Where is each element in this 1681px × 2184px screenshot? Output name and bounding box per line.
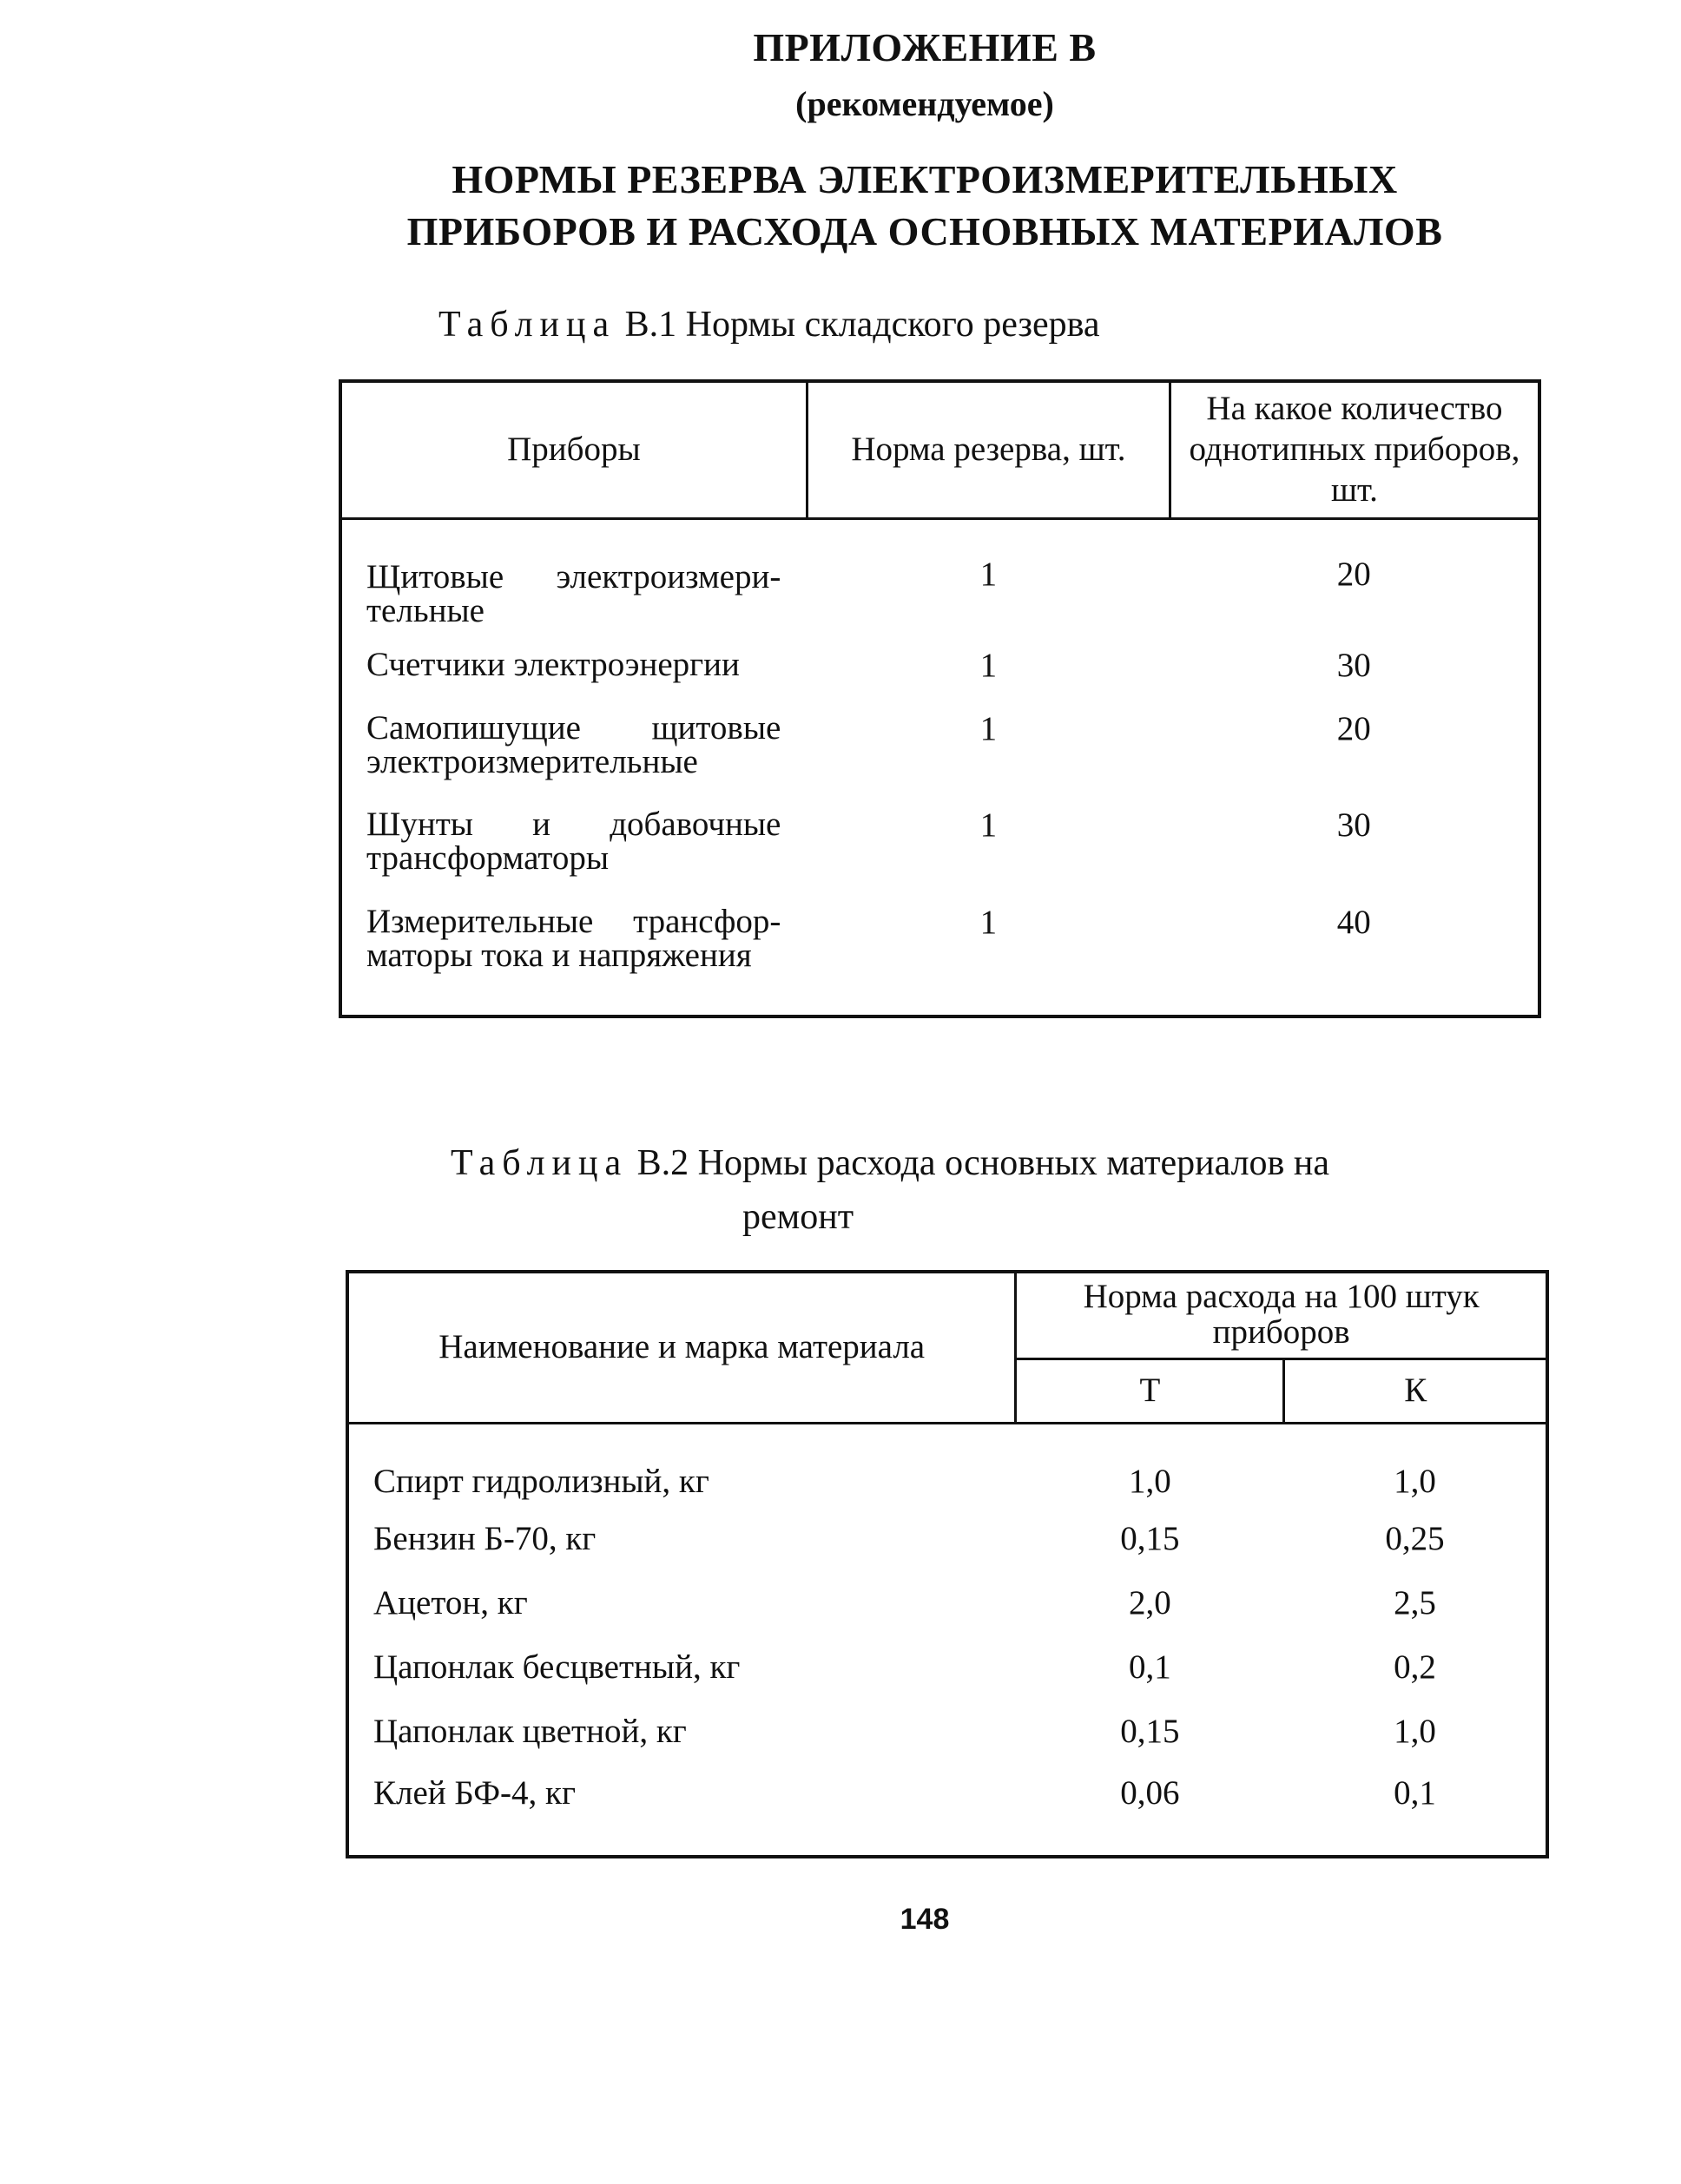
table2-material: Спирт гидролизный, кг (373, 1463, 709, 1500)
table1-device: Щитовые электроизмери- тельные (366, 557, 781, 629)
table2-value-k: 0,2 (1394, 1648, 1436, 1686)
table-row (347, 1699, 1547, 1763)
table1-count: 30 (1336, 646, 1371, 684)
table1-reserve: 1 (979, 903, 998, 941)
table2-caption (451, 1142, 1329, 1184)
table1-count: 20 (1336, 555, 1371, 593)
table2-header-k: К (1284, 1358, 1547, 1423)
table1-caption (438, 304, 1100, 345)
table2-material: Цапонлак цветной, кг (373, 1712, 687, 1750)
table2-caption-label: Таблица (451, 1143, 629, 1183)
table2-value-k: 2,5 (1394, 1583, 1436, 1622)
table2-material: Клей БФ-4, кг (373, 1774, 576, 1812)
page-title-line2: ПРИБОРОВ И РАСХОДА ОСНОВНЫХ МАТЕРИАЛОВ (406, 209, 1443, 253)
table-row (340, 628, 1539, 692)
table-reserve-norms (339, 379, 1541, 1018)
table-row (347, 1635, 1547, 1699)
table1-caption-label: Таблица (438, 305, 616, 345)
appendix-subtitle: (рекомендуемое) (795, 84, 1054, 123)
table-row (347, 1506, 1547, 1570)
table2-header-norm: Норма расхода на 100 штук приборов (1016, 1272, 1547, 1358)
table2-header-t: Т (1016, 1358, 1284, 1423)
table-row (340, 788, 1539, 885)
table1-header-count: На какое количество однотипных приборов, шт. (1170, 381, 1539, 518)
table1-device: Счетчики электроэнергии (366, 645, 740, 683)
table-row (340, 885, 1539, 1017)
table1-reserve: 1 (979, 555, 998, 593)
table2-value-t: 0,15 (1120, 1712, 1180, 1750)
table2-value-t: 0,06 (1120, 1774, 1180, 1812)
page-title-line1: НОРМЫ РЕЗЕРВА ЭЛЕКТРОИЗМЕРИТЕЛЬНЫХ (452, 157, 1398, 201)
table2-value-k: 1,0 (1394, 1463, 1436, 1500)
table2-value-k: 1,0 (1394, 1712, 1436, 1750)
table-material-norms (346, 1270, 1549, 1858)
table1-device: Шунты и добавочные трансформаторы (366, 805, 781, 877)
table1-count: 20 (1336, 709, 1371, 747)
table-row (347, 1763, 1547, 1857)
table1-caption-text: В.1 Нормы складского резерва (624, 305, 1100, 345)
table2-caption-text: В.2 Нормы расхода основных материалов на (636, 1143, 1330, 1183)
table2-material: Ацетон, кг (373, 1583, 528, 1622)
table2-value-k: 0,1 (1394, 1774, 1436, 1812)
table1-header-reserve: Норма резерва, шт. (807, 381, 1170, 518)
table1-reserve: 1 (979, 646, 998, 684)
table2-value-t: 0,1 (1129, 1648, 1171, 1686)
table2-value-k: 0,25 (1385, 1519, 1445, 1557)
table1-count: 40 (1336, 903, 1371, 941)
appendix-title: ПРИЛОЖЕНИЕ В (753, 25, 1097, 69)
page-number: 148 (900, 1903, 950, 1936)
table-row (340, 692, 1539, 788)
table-row (347, 1423, 1547, 1506)
table-row (347, 1570, 1547, 1635)
table1-count: 30 (1336, 806, 1371, 844)
table1-reserve: 1 (979, 806, 998, 844)
table2-header-name: Наименование и марка материала (347, 1272, 1016, 1423)
table2-value-t: 2,0 (1129, 1583, 1171, 1622)
table2-value-t: 0,15 (1120, 1519, 1180, 1557)
table2-material: Цапонлак бесцветный, кг (373, 1648, 741, 1686)
table1-reserve: 1 (979, 709, 998, 747)
table2-value-t: 1,0 (1129, 1463, 1171, 1500)
table1-device: Измерительные трансфор- маторы тока и напряжения (366, 902, 781, 974)
table2-material: Бензин Б-70, кг (373, 1519, 597, 1557)
table1-header-devices: Приборы (340, 381, 807, 518)
table-row (340, 518, 1539, 628)
table2-caption-line2: ремонт (742, 1197, 854, 1237)
table1-device: Самопишущие щитовые электроизмерительные (366, 708, 781, 780)
